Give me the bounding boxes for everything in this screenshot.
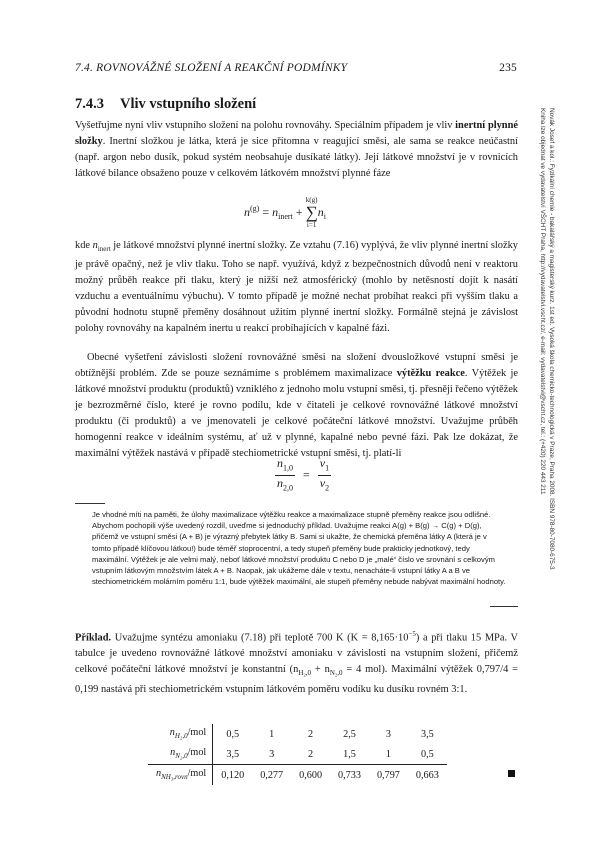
table-cell: 2,5	[343, 728, 356, 740]
table-cell: 0,663	[408, 765, 447, 786]
example-sub-h2: H₂,0	[298, 669, 312, 678]
sum-operator	[306, 196, 318, 230]
section-number: 7.4.3	[75, 96, 104, 112]
end-of-example-mark	[508, 770, 515, 777]
example-text-3: + n	[311, 664, 330, 676]
example-text-1: Uvažujme syntézu amoniaku (7.18) při teplotě 700 K (K = 8,165·10	[111, 632, 409, 644]
table-cell: 0,120	[213, 765, 252, 786]
eq2-n20: n	[277, 476, 283, 491]
table-row-h2	[148, 724, 447, 744]
eq1-lhs: n	[244, 204, 250, 219]
sum-upper-limit: k(g)	[305, 196, 318, 204]
para3-text-1: Obecné vyšetření závislosti složení rovnovážné směsi na složení dvousložkové vstupní směsi je obtížnější problém. Zde se pouze seznámíme s problémem maximalizace	[75, 352, 518, 379]
table-cell: 1	[269, 728, 275, 740]
paragraph-inert-effect	[75, 238, 518, 337]
running-title: 7.4. ROVNOVÁŽNÉ SLOŽENÍ A REAKČNÍ PODMÍNKY	[75, 62, 348, 74]
example-label: Příklad.	[75, 632, 112, 644]
side-citation	[538, 108, 556, 570]
term-reaction-yield: výtěžku reakce	[396, 368, 465, 379]
eq2-nu2: ν	[319, 476, 326, 491]
table-cell: 1,5	[343, 748, 356, 760]
table-cell: 3,5	[420, 728, 434, 740]
table-cell: 3	[385, 728, 391, 740]
side-citation-line-1: Novák Josef a kol.: Fyzikální chemie - bakalářský a magisterský kurz. 1st ed. Vysoká škola chemicko-technologická v Praze, Praha 2008. ISBN 978-80-7080-675-3	[548, 108, 555, 570]
para1-text-1: Vyšetřujme nyní vliv vstupního složení na polohu rovnováhy. Speciálním případem je vliv	[75, 120, 456, 131]
example-paragraph	[75, 626, 518, 698]
table-cell: 2	[308, 748, 314, 760]
eq1-plus: +	[292, 204, 306, 219]
eq1-term-sub: i	[323, 212, 326, 222]
page-header	[75, 62, 517, 74]
section-title: Vliv vstupního složení	[120, 96, 257, 112]
note-bottom-rule	[490, 606, 518, 607]
side-citation-line-2: Kniha lze objednat ve vydavatelství VŠCHT Praha, http://vydavatelstvi.vscht.cz/, e-mail: vydavatelstvi@vscht.cz, tel.: (+420) 220 443 211	[539, 108, 546, 495]
table-cell: 2	[308, 728, 314, 740]
table-cell: 0,5	[226, 728, 240, 740]
eq1-n-inert-sub: inert	[278, 212, 293, 222]
eq2-n10-sub: 1,0	[283, 463, 293, 473]
equation-total-gas-amount	[244, 196, 326, 230]
note-top-rule	[75, 503, 105, 504]
table-cell: 0,600	[291, 765, 330, 786]
page-number: 235	[499, 62, 517, 74]
table-cell: 1	[385, 748, 391, 760]
fraction-nu-ratio	[318, 456, 331, 496]
example-text-2: ) a při tlaku 15 MPa. V tabulce je uvedeno rovnovážné látkové množství amoniaku v závislosti na vstupním složení, přičemž celkové počáteční látkové množství je konstantní (n	[75, 632, 518, 676]
eq1-lhs-sup: (g)	[250, 203, 260, 213]
table-cell: 3	[269, 748, 275, 760]
fraction-n-ratio	[275, 456, 295, 496]
eq2-equals: =	[300, 467, 313, 482]
eq1-n-inert: n	[272, 204, 279, 219]
eq2-nu1-sub: 1	[325, 463, 330, 473]
row-header-nh3: $n_{NH_3,rovn}$/mol	[148, 765, 213, 786]
row-header-n2: $n_{N_2,0}$/mol	[148, 744, 213, 765]
eq2-n10: n	[277, 456, 283, 470]
table-row-n2	[148, 744, 447, 765]
row-header-h2: $n_{H_2,0}$/mol	[148, 724, 213, 744]
section-heading	[75, 96, 256, 113]
table-row-nh3	[148, 765, 447, 786]
table-cell: 0,733	[330, 765, 369, 786]
paragraph-yield	[75, 350, 518, 462]
term-inert-gas: inertní plynné složky	[75, 120, 518, 147]
table-cell: 0,277	[252, 765, 291, 786]
para3-text-2: . Výtěžek je látkové množství produktu (produktů) vzniklého z jednoho molu vstupní směsi, tj. přesněji řečeno výtěžek je bezrozměrné číslo, které je rovno podílu, kde v čitateli je celkové rovnovážné látkové množství produktu (či produktů) a ve jmenovateli je celkové počáteční látkové množství. Uvažujme průběh homogenní reakce v ideálním systému, ať už v plynné, kapalné nebo pevné fázi. Pak lze dokázat, že maximální výtěžek nastává v případě stechiometrické vstupní směsi, tj. platí-li	[75, 368, 518, 459]
eq1-term: n	[317, 204, 324, 219]
eq2-n20-sub: 2,0	[283, 483, 293, 493]
eq1-equals: =	[259, 204, 273, 219]
sum-lower-limit: i=1	[306, 221, 317, 229]
para2-n-sub: inert	[97, 245, 111, 254]
table-cell: 0,797	[369, 765, 408, 786]
eq2-nu1: ν	[319, 456, 326, 470]
example-text-4: = 4 mol). Maximální výtěžek 0,797/4 = 0,199 nastává při stechiometrickém vstupním látkovém poměru vodíku ku dusíku rovném 3:1.	[75, 664, 518, 695]
table-cell: 0,5	[420, 748, 434, 760]
equation-stoichiometric-ratio	[270, 456, 336, 496]
example-sub-n2: N₂,0	[329, 669, 343, 678]
note-box: Je vhodné míti na paměti, že úlohy maximalizace výtěžku reakce a maximalizace stupně přeměny reakce jsou odlišné. Abychom pochopili výše uvedený rozdíl, uveďme si jednoduchý příklad. Uvažujme reakci A(g) + B(g) → C(g) + D(g), přičemž ve vstupní směsi (A + B) je výrazný přebytek látky B. Sami si ukažte, že chemická přeměna látky A (která je v tomto případě klíčovou látkou!) bude téměř stoprocentní, a tedy stupeň přeměny bude prakticky jednotkový, tedy maximální. Výtěžek je ale velmi malý, neboť látkové množství produktu C nebo D je „malé“ číslo ve srovnání s celkovým vstupním látkovým množstvím látek A + B. Naopak, jak ukážeme dále v textu, nenacháte-li vstupní látky A a B ve stechiometrickém molárním poměru 1:1, bude výtěžek maximální, ale stupeň přeměny nebude nabývat maximální hodnoty.	[92, 510, 506, 587]
table-cell: 3,5	[226, 748, 240, 760]
sum-symbol: ∑	[305, 203, 318, 222]
ammonia-equilibrium-table	[148, 724, 447, 785]
eq2-nu2-sub: 2	[325, 483, 330, 493]
example-exponent: −5	[408, 630, 416, 638]
para2-n: n	[92, 240, 98, 251]
para2-kde: kde	[75, 240, 93, 251]
para2-text: je látkové množství plynné inertní složky. Ze vztahu (7.16) vyplývá, že vliv plynné inertní složky je právě opačný, než je vliv tlaku. Toho se např. využívá, když z bezpečnostních důvodů není v reaktoru možný průběh reakce při tlaku, který je nižší než atmosférický (mohlo by netěsností dojít k nasátí vzduchu a eventuálnímu výbuchu). V tomto případě je možné nechat probíhat reakci při vyšším tlaku a původní hodnotu stupně přeměny dosáhnout užitím plynné inertní složky. Formálně stejná je závislost polohy rovnováhy na kapalném inertu u reakcí probíhajících v kapalné fázi.	[75, 240, 518, 335]
paragraph-intro	[75, 118, 518, 182]
para1-text-2: . Inertní složkou je látka, která je sice přítomna v reagující směsi, ale sama se reakce neúčastní (např. argon nebo dusík, pokud systém neobsahuje dusíkaté látky). Její látkové množství je v rovnicích látkové bilance obsaženo pouze v celkovém látkovém množství plynné fáze	[75, 136, 518, 179]
